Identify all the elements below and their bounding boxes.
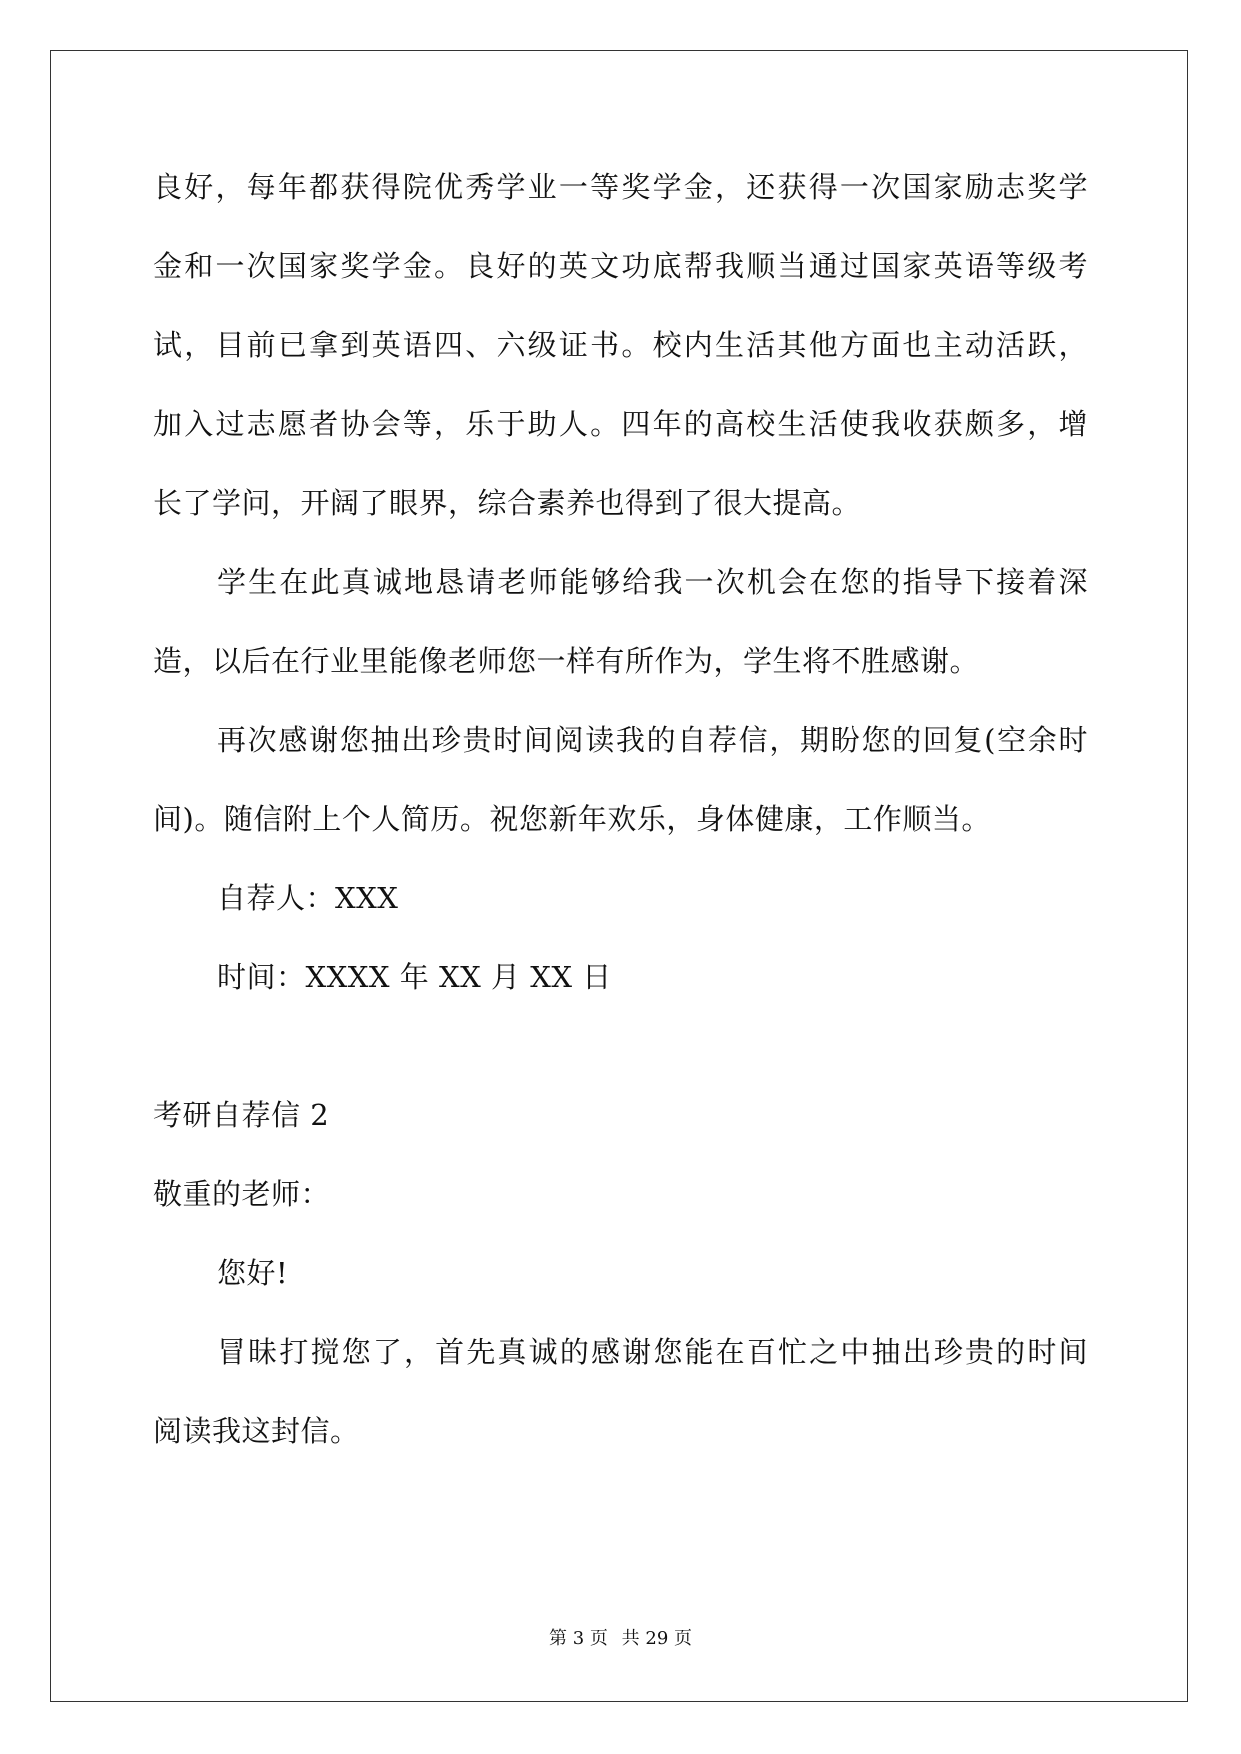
page-footer: [0, 1627, 1241, 1651]
body-line-5: 长了学问，开阔了眼界，综合素养也得到了很大提高。: [153, 486, 862, 520]
body-line-4: 加入过志愿者协会等，乐于助人。四年的高校生活使我收获颇多，增: [153, 407, 1088, 441]
body-line-3: 试，目前已拿到英语四、六级证书。校内生活其他方面也主动活跃，: [153, 328, 1088, 362]
signature-line: 自荐人：XXX: [217, 881, 399, 915]
page-border: [50, 50, 1188, 1702]
body-line-1: 良好，每年都获得院优秀学业一等奖学金，还获得一次国家励志奖学: [153, 170, 1088, 204]
body-line-16: 阅读我这封信。: [153, 1414, 360, 1448]
body-line-6: 学生在此真诚地恳请老师能够给我一次机会在您的指导下接着深: [217, 565, 1088, 599]
greeting: 您好!: [217, 1256, 289, 1290]
body-line-8: 再次感谢您抽出珍贵时间阅读我的自荐信，期盼您的回复(空余时: [217, 723, 1088, 757]
body-line-2: 金和一次国家奖学金。良好的英文功底帮我顺当通过国家英语等级考: [153, 249, 1088, 283]
body-line-9: 间)。随信附上个人简历。祝您新年欢乐，身体健康，工作顺当。: [153, 802, 991, 836]
page-total: 共 29 页: [621, 1628, 692, 1649]
page-number: 第 3 页: [549, 1628, 608, 1649]
section-title: 考研自荐信 2: [153, 1098, 330, 1132]
salutation: 敬重的老师：: [153, 1177, 331, 1211]
body-line-15: 冒昧打搅您了，首先真诚的感谢您能在百忙之中抽出珍贵的时间: [217, 1335, 1088, 1369]
date-line: 时间：XXXX 年 XX 月 XX 日: [217, 960, 612, 994]
body-line-7: 造，以后在行业里能像老师您一样有所作为，学生将不胜感谢。: [153, 644, 980, 678]
